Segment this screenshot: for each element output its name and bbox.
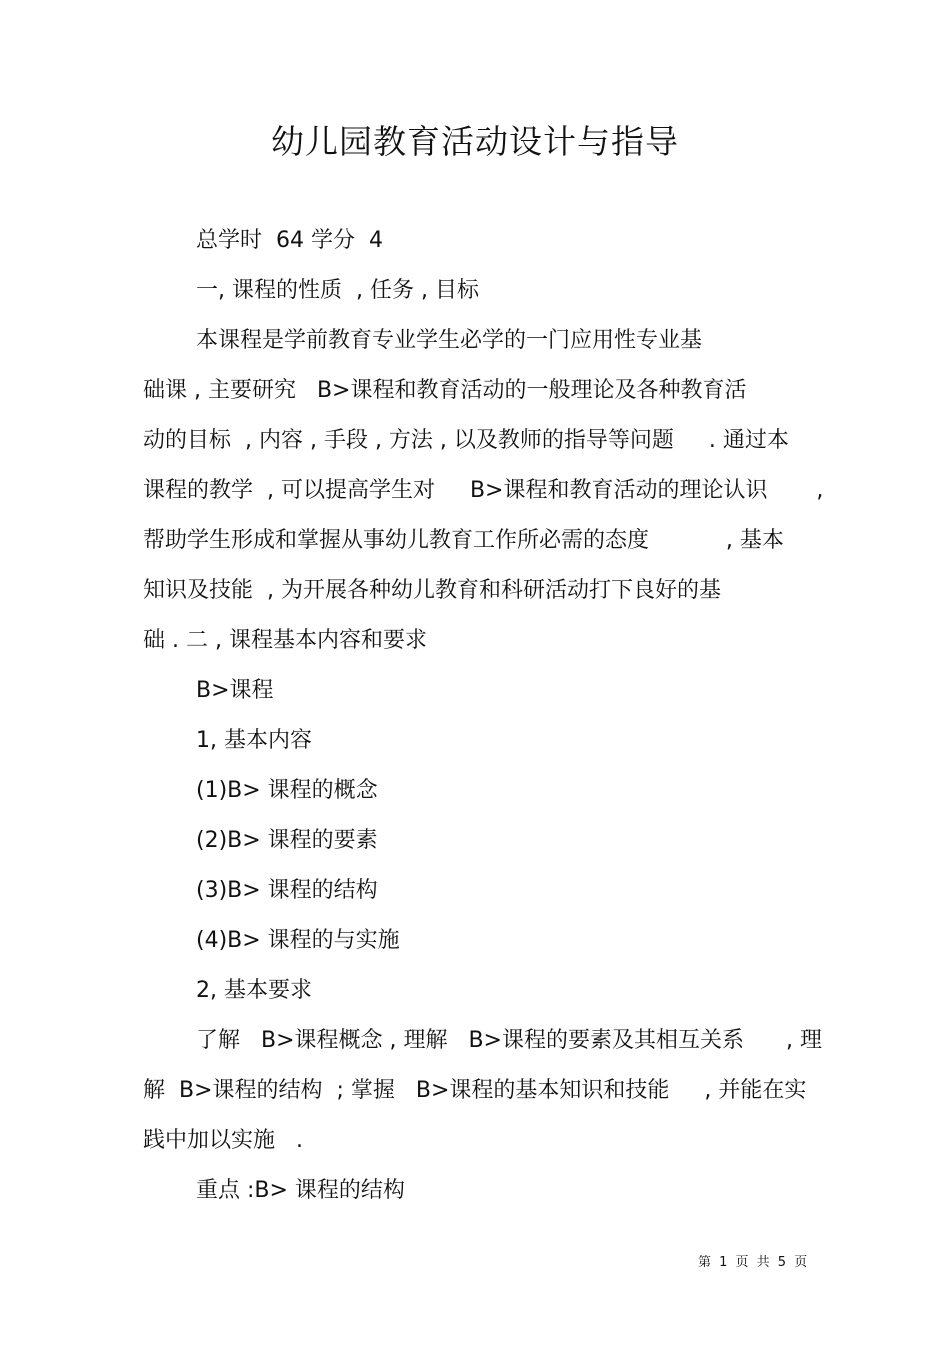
course-hours-credits: 总学时 64 学分 4	[196, 228, 383, 253]
paragraph-line: 践中加以实施 .	[143, 1128, 303, 1153]
paragraph-line: 解 B>课程的结构 ; 掌握 B>课程的基本知识和技能 , 并能在实	[143, 1078, 807, 1103]
paragraph-line: 动的目标 , 内容 , 手段 , 方法 , 以及教师的指导等问题 . 通过本	[143, 428, 789, 453]
list-item: (1)B> 课程的概念	[196, 778, 378, 803]
list-item: (2)B> 课程的要素	[196, 828, 378, 853]
paragraph-line: 课程的教学 , 可以提高学生对 B>课程和教育活动的理论认识 ,	[143, 478, 824, 503]
page-footer: 第 1 页 共 5 页	[698, 1255, 810, 1270]
paragraph-line: 知识及技能 , 为开展各种幼儿教育和科研活动打下良好的基	[143, 578, 721, 603]
paragraph-line: 了解 B>课程概念 , 理解 B>课程的要素及其相互关系 , 理	[196, 1028, 822, 1053]
document-title: 幼儿园教育活动设计与指导	[271, 122, 679, 161]
subheading-basic-requirements: 2, 基本要求	[196, 978, 312, 1003]
list-item: (4)B> 课程的与实施	[196, 928, 400, 953]
paragraph-line: 础 . 二 , 课程基本内容和要求	[143, 628, 427, 653]
key-point-line: 重点 :B> 课程的结构	[196, 1178, 405, 1203]
paragraph-line: 本课程是学前教育专业学生必学的一门应用性专业基	[196, 328, 703, 353]
section-heading-nature: 一, 课程的性质 , 任务 , 目标	[196, 278, 479, 303]
list-item: (3)B> 课程的结构	[196, 878, 378, 903]
paragraph-line: 帮助学生形成和掌握从事幼儿教育工作所必需的态度 , 基本	[143, 528, 784, 553]
subheading-course: B>课程	[196, 678, 274, 703]
paragraph-line: 础课 , 主要研究 B>课程和教育活动的一般理论及各种教育活	[143, 378, 747, 403]
subheading-basic-content: 1, 基本内容	[196, 728, 312, 753]
